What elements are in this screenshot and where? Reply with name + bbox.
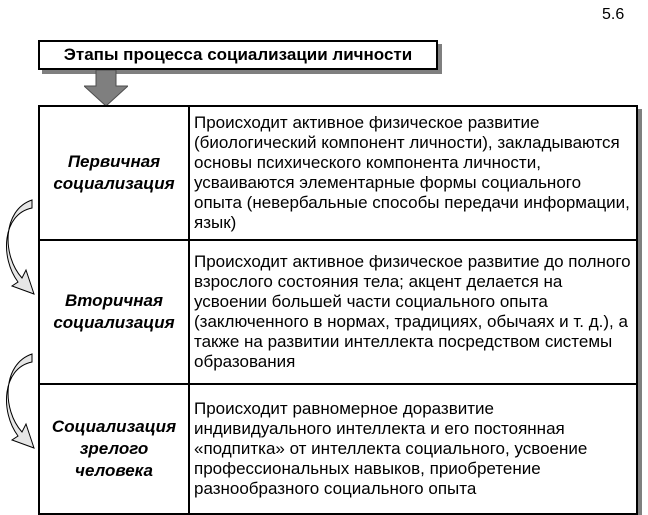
stage-row-secondary [39,240,637,384]
stage-name-line: зрелого [79,439,149,458]
curved-arrow-icon [0,350,40,454]
curved-arrow-icon [0,196,40,300]
stage-name-line: социализация [53,174,175,193]
stage-description-mature: Происходит равномерное доразвитие индивидуального интеллекта и его постоянная «подпитка» от интеллекта социального, усвоение профессиональных навыков, приобретение разнообразного социального опыта [189,384,637,514]
stage-name-secondary [39,240,189,384]
stage-description-primary: Происходит активное физическое развитие (биологический компонент личности), закладываются основы психического компонента личности, усваиваются элементарные формы социального опыта (невербальные способы передачи информации, язык) [189,106,637,240]
stage-row-mature [39,384,637,514]
stage-description-secondary: Происходит активное физическое развитие до полного взрослого состояния тела; акцент делается на усвоении большей части социального опыта (заключенного в нормах, традициях, обычаях и т. д.), а также на развитии интеллекта посредством системы образования [189,240,637,384]
down-arrow-icon [84,70,128,106]
stage-name-line: человека [75,461,153,480]
stages-table [38,105,638,515]
stage-name-mature [39,384,189,514]
page-number: 5.6 [602,6,625,23]
stage-name-line: социализация [53,313,175,332]
stage-row-primary [39,106,637,240]
stage-name-line: Первичная [67,152,161,171]
stage-name-line: Социализация [51,417,177,436]
stage-name-primary [39,106,189,240]
stage-name-line: Вторичная [65,291,163,310]
diagram-title: Этапы процесса социализации личности [38,40,438,70]
